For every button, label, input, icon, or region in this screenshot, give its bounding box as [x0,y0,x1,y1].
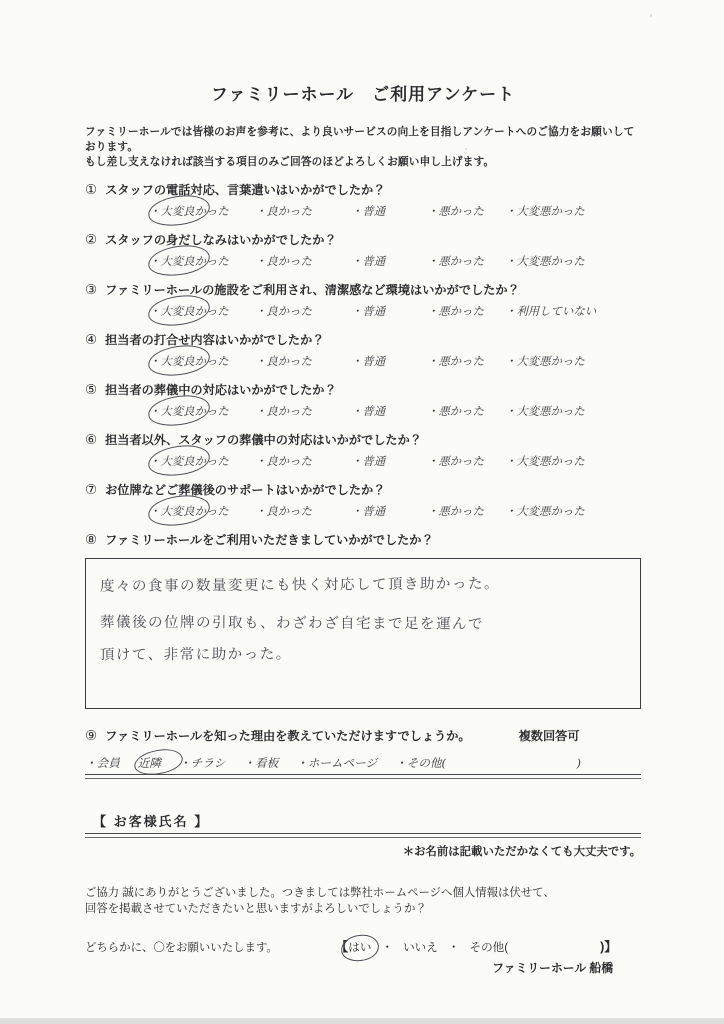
option: ・普通 [351,304,386,318]
option-label: ・大変良かった [149,404,229,418]
question-text: 担当者の打合せ内容はいかがでしたか？ [105,333,325,347]
option: ・普通 [351,354,386,368]
scan-speck [650,14,652,17]
question-number: ⑥ [85,432,98,447]
customer-name-section [85,811,641,859]
double-rule [85,774,641,779]
option: ・大変悪かった [505,204,585,218]
option-circled [138,755,161,771]
option-other: ・その他( [395,756,447,770]
handwritten-line: 葬儀後の位牌の引取も、わざわざ自宅まで足を運んで [99,614,485,633]
question-text: お位牌などご葬儀後のサポートはいかがでしたか？ [105,483,386,497]
option-label: ・大変良かった [149,504,229,518]
option: ・良かった [255,304,312,318]
option: ・大変悪かった [505,254,585,268]
option-label: ・大変良かった [149,304,229,318]
separator: ・ [381,941,394,954]
options-row [85,203,641,219]
options-row [85,403,641,419]
question-text: 担当者以外、スタッフの葬儀中の対応はいかがでしたか？ [105,433,422,447]
question-text: スタッフの身だしなみはいかがでしたか？ [105,233,337,247]
option: ・良かった [255,254,312,268]
question-text: ファミリーホールを知った理由を教えていただけますでしょうか。 [105,729,471,743]
question-text: スタッフの電話対応、言葉遣いはいかがでしたか？ [105,183,386,197]
bracket-open: 【 [335,940,349,954]
option-circled [149,503,255,519]
publish-consent-row [85,939,641,956]
question-list [85,181,641,779]
intro-line-2: もし差し支えなければ該当する項目のみご回答のほどよろしくお願い申し上げます。 [85,156,495,168]
consent-instruction: どちらかに、〇をお願いいたします。 [85,942,278,954]
option: ・普通 [351,504,386,518]
option-circled [149,303,255,319]
closing-line-1: ご協力 誠にありがとうございました。つきましては弊社ホームページへ個人情報は伏せて、 [85,887,555,899]
option-label: ・大変良かった [149,354,229,368]
handwritten-line: 頂けて、非常に助かった。 [99,646,292,664]
handwritten-line: 度々の食事の数量変更にも快く対応して頂き助かった。 [99,576,501,595]
scan-edge-shadow [0,1018,724,1024]
option: ・悪かった [427,504,484,518]
question-3 [85,281,641,319]
option-label: ・大変良かった [149,254,229,268]
option: ・大変悪かった [505,354,585,368]
option: ・大変悪かった [505,504,585,518]
option-circled [149,353,255,369]
question-5 [85,381,641,419]
handwritten-comment [100,570,640,669]
option: ・普通 [351,454,386,468]
options-row [85,503,641,519]
option: ・悪かった [427,204,484,218]
option-circled [149,253,255,269]
option: ・良かった [255,454,312,468]
free-comment-box [85,558,641,709]
option: ・良かった [255,354,312,368]
question-number: ① [85,182,98,197]
option: ・悪かった [427,304,484,318]
customer-name-label: 【 お客様氏名 】 [93,814,210,829]
question-number: ⑤ [85,382,98,397]
option: ・普通 [351,254,386,268]
option: ・大変悪かった [505,454,585,468]
question-text: ファミリーホールをご利用いただきましていかがでしたか？ [105,533,434,547]
name-optional-note: ＊お名前は記載いただかなくても大丈夫です。 [402,846,641,858]
choice-yes-circled [348,940,371,956]
options-row [85,453,641,469]
options-row [85,353,641,369]
option: ・良かった [255,204,312,218]
closing-line-2: 回答を掲載させていただきたいと思いますがよろしいでしょうか？ [85,903,427,915]
consent-choices [336,939,617,956]
question-number: ⑨ [85,728,98,743]
question-text: ファミリーホールの施設をご利用され、清潔感など環境はいかがでしたか？ [105,283,520,297]
option: ・ホームページ [296,756,378,770]
option-label: ・大変良かった [149,454,229,468]
closing-section [85,885,641,976]
option: ・会員 [85,756,120,770]
intro-text [85,125,641,170]
intro-line-1: ファミリーホールでは皆様のお声を参考に、より良いサービスの向上を目指しアンケートへのご協力をお願いしております。 [85,126,635,153]
option: ・良かった [255,404,312,418]
option: ・チラシ [179,756,226,770]
option: ・悪かった [427,354,484,368]
question-9 [85,727,641,779]
option-label: 近隣 [137,756,161,770]
choice-other: その他( [469,941,509,954]
option: ・悪かった [427,404,484,418]
page-title: ファミリーホール ご利用アンケート [210,85,516,104]
option-other-close: ) [576,756,581,770]
option: ・利用していない [505,304,597,318]
choice-no: いいえ [403,941,438,954]
question-text: 担当者の葬儀中の対応はいかがでしたか？ [105,383,337,397]
question-7 [85,481,641,519]
bracket-close: )】 [600,940,617,954]
question-number: ③ [85,282,98,297]
question-8 [85,531,641,709]
question-number: ⑦ [85,482,98,497]
option: ・大変悪かった [505,404,585,418]
option: ・普通 [351,404,386,418]
question-2 [85,231,641,269]
option-label: ・大変良かった [149,204,229,218]
options-row [85,303,641,319]
multi-answer-badge: 複数回答可 [518,729,580,743]
option-circled [149,453,255,469]
option: ・看板 [243,756,279,770]
option-circled [149,403,255,419]
question-number: ④ [85,332,98,347]
options-row [85,253,641,269]
question-1 [85,181,641,219]
choice-label: はい [348,941,372,954]
question-number: ⑧ [85,532,98,547]
question-number: ② [85,232,98,247]
option-circled [149,203,255,219]
option: ・悪かった [427,254,484,268]
options-row [85,755,641,771]
separator: ・ [447,941,460,954]
double-rule [85,833,641,838]
option: ・普通 [351,204,386,218]
question-4 [85,331,641,369]
option: ・良かった [255,504,312,518]
option: ・悪かった [427,454,484,468]
company-signature: ファミリーホール 船橋 [492,961,613,975]
question-6 [85,431,641,469]
